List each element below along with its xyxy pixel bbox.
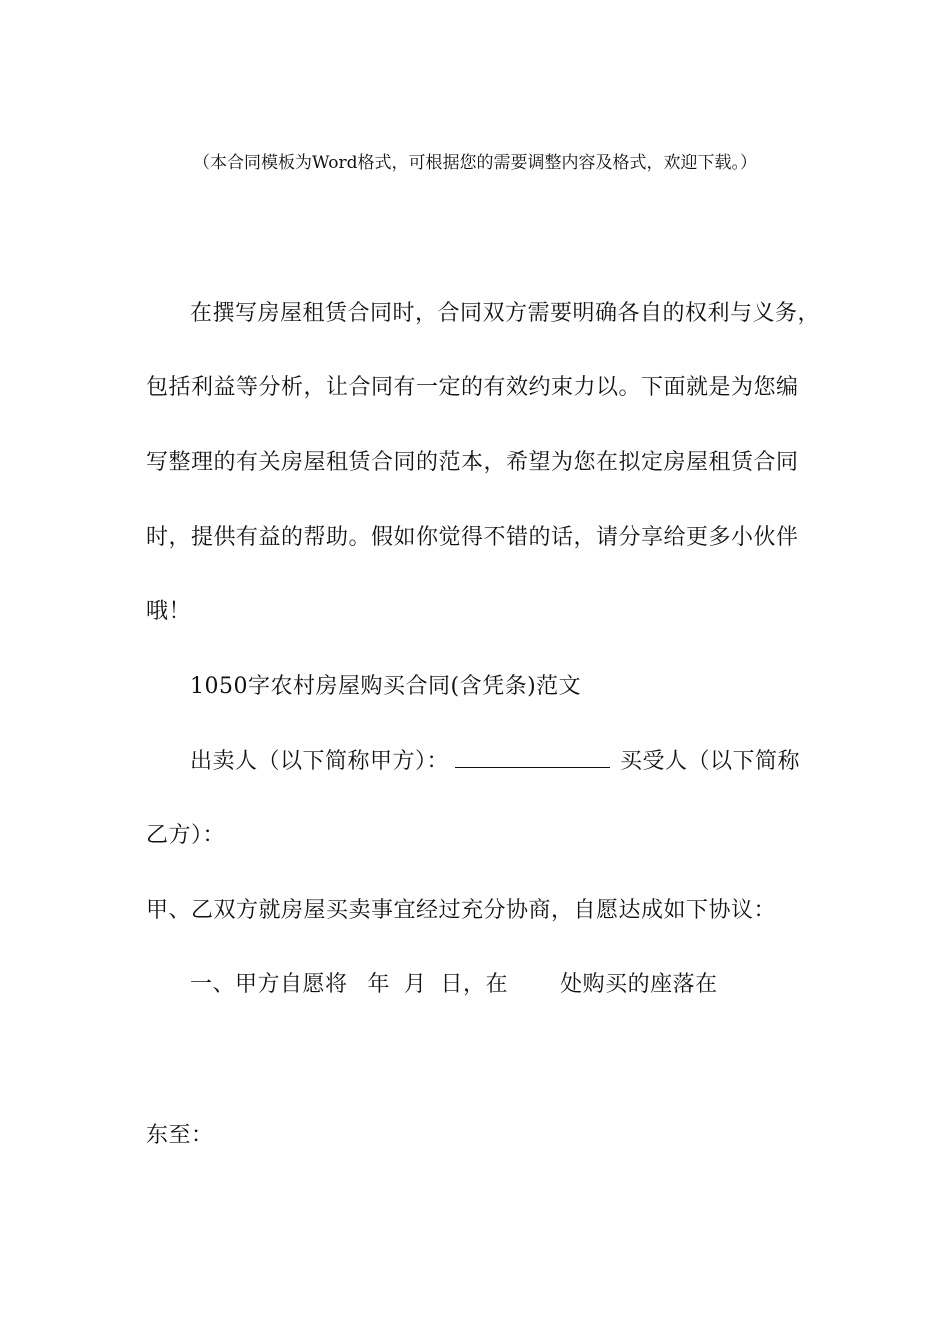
- clause-1-year: 年: [367, 972, 391, 997]
- clause-1-day: 日，在: [440, 972, 509, 997]
- boundary-east: 东至：: [146, 1123, 214, 1148]
- seller-label: 出卖人（以下简称甲方）：: [190, 749, 450, 774]
- clause-1-suffix: 处购买的座落在: [560, 972, 718, 997]
- seller-name-blank[interactable]: [455, 749, 610, 768]
- clause-1-prefix: 一、甲方自愿将: [190, 972, 348, 997]
- template-note: （本合同模板为Word格式，可根据您的需要调整内容及格式，欢迎下载。）: [192, 153, 758, 173]
- parties-line: [190, 747, 800, 777]
- buyer-label: 买受人（以下简称: [620, 749, 801, 774]
- intro-line-3: 写整理的有关房屋租赁合同的范本，希望为您在拟定房屋租赁合同: [146, 450, 799, 475]
- buyer-label-continued: 乙方）：: [146, 823, 226, 848]
- intro-line-2: 包括利益等分析，让合同有一定的有效约束力以。下面就是为您编: [146, 375, 799, 400]
- clause-1-month: 月: [404, 972, 427, 997]
- document-title: 1050字农村房屋购买合同(含凭条)范文: [190, 674, 582, 699]
- clause-1: [190, 970, 718, 1000]
- agreement-statement: 甲、乙双方就房屋买卖事宜经过充分协商，自愿达成如下协议：: [146, 898, 777, 923]
- intro-line-1: 在撰写房屋租赁合同时，合同双方需要明确各自的权利与义务，: [190, 301, 821, 326]
- intro-line-5: 哦！: [146, 599, 192, 624]
- intro-line-4: 时，提供有益的帮助。假如你觉得不错的话，请分享给更多小伙伴: [146, 525, 799, 550]
